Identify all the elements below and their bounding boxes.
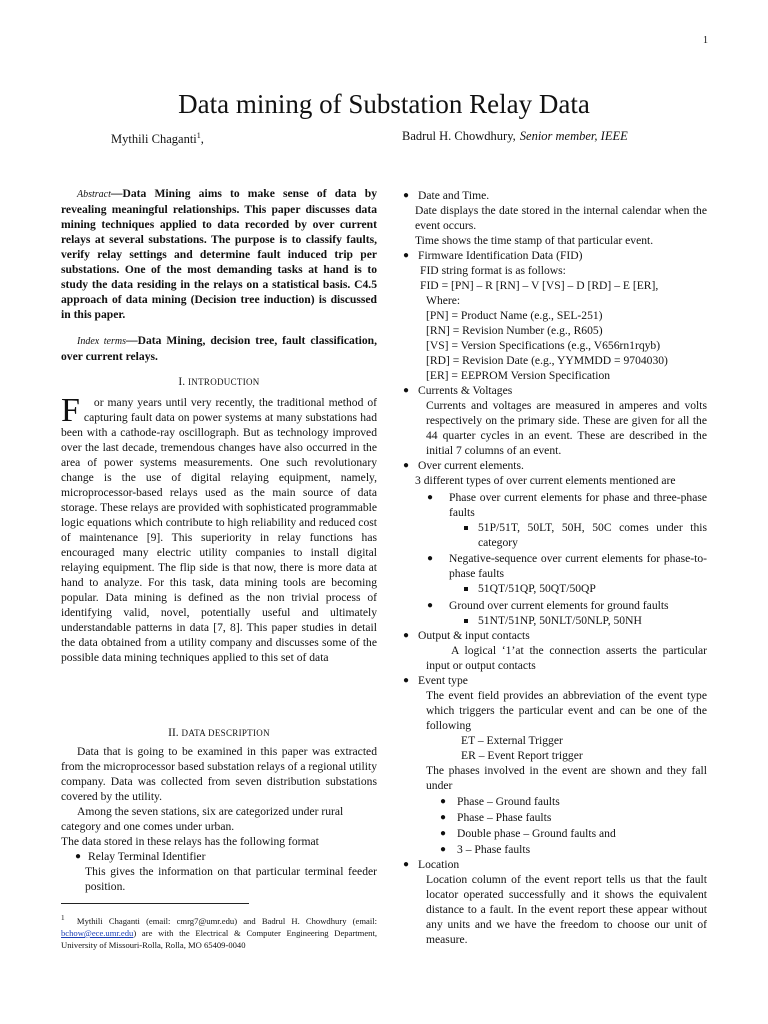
author-1-trail: ,: [200, 132, 204, 147]
section-heading-introduction: [61, 375, 377, 390]
index-terms: [61, 333, 377, 364]
author-2-name: Badrul H. Chowdhury,: [402, 129, 516, 143]
phase-item-1-text: Phase – Ground faults: [457, 795, 560, 808]
relay-terminal-label: Relay Terminal Identifier: [88, 850, 206, 863]
fid-def-vs: [VS] = Version Specifications (e.g., V656rn1rqyb): [426, 339, 661, 352]
author-1-name: Mythili Chaganti: [111, 132, 197, 147]
oc-sub-negative-label: Negative-sequence over current elements for phase-to-phase faults: [449, 552, 707, 580]
footnote-rule: [61, 903, 249, 904]
introduction-text: or many years until very recently, the traditional method of capturing fault data on power systems at many substations had been with a cathode-ray oscillograph. But as technology improved over the last decade, tremendous changes have also occurred in the area of power systems measurements. One such revolutionary change is the use of digital relaying equipment, namely, microprocessor-based relays used as the main source of data storage. These relays are provided with sophisticated programmable logic equations which contribute to high reliability and reduced cost of maintenance [9]. This superiority in relay functions has encouraged many electric utility companies to install digital relaying equipment. The flip side is that now, there is more data at hand to analyze. For this task, data mining tools are becoming popular. Data mining is defined as the non trivial process of identifying valid, novel, potentially useful and ultimately understandable patterns in data [7, 8]. This paper studies in detail the data obtained from a utility company and discusses some of the possible data mining techniques applied to this set of data: [61, 396, 377, 664]
footnote-text-a: Mythili Chaganti (email: cmrg7@umr.edu) and Badrul H. Chowdhury (email:: [76, 915, 377, 926]
list-item-event-type: [402, 673, 707, 688]
fid-item-label: Firmware Identification Data (FID): [418, 249, 583, 262]
relay-terminal-desc: This gives the information on that particular terminal feeder position.: [85, 865, 377, 893]
abstract-text: —Data Mining aims to make sense of data by revealing meaningful relationships. This paper discusses data mining techniques applied to data recorded by over current relays at several substations. The purpose is to classify faults, verify relay settings and determine fault induced trip per substations. One of the most demanding tasks at hand is to study the data residing in the relays on a statistical basis. C4.5 approach of data mining (Decision tree induction) is discussed in this paper.: [61, 187, 377, 321]
list-item-relay-terminal: [61, 849, 377, 864]
dropcap: F: [61, 392, 80, 429]
list-item-date-time: [402, 188, 707, 203]
square-bullet: [464, 619, 468, 623]
fid-where: Where:: [426, 294, 461, 307]
date-paragraph-1: Date displays the date stored in the internal calendar when the event occurs.: [415, 204, 707, 232]
oc-sub-negative: [402, 551, 707, 581]
fid-def-er: [ER] = EEPROM Version Specification: [426, 369, 611, 382]
loc-item-label: Location: [418, 858, 460, 871]
oc-sub-phase-label: Phase over current elements for phase and three-phase faults: [449, 491, 707, 519]
et-code-event-report: ER – Event Report trigger: [461, 749, 583, 762]
bullet-dot: ●: [75, 851, 82, 862]
fid-paragraph-1: FID string format is as follows:: [420, 264, 566, 277]
fid-format: FID = [PN] – R [RN] – V [VS] – D [RD] – E [ER],: [420, 279, 659, 292]
data-paragraph-1: Data that is going to be examined in this paper was extracted from the microprocessor based substation relays of a regional utility company. Data was collected from seven distribution substations covered by the utility.: [61, 745, 377, 803]
bullet-dot: ●: [403, 460, 410, 471]
list-item-currents-voltages: [402, 383, 707, 398]
fid-def-pn: [PN] = Product Name (e.g., SEL-251): [426, 309, 603, 322]
oc-sub-ground-codes: [402, 613, 707, 628]
index-terms-text: —Data Mining, decision tree, fault classification, over current relays.: [61, 334, 377, 363]
phase-item-4-text: 3 – Phase faults: [457, 843, 531, 856]
list-item-over-current: [402, 458, 707, 473]
footnote-text-b: ) are with the Electrical & Computer Engineering Department, University of Missouri-Rolla, Rolla, MO 65409-0040: [61, 927, 377, 950]
cv-text: Currents and voltages are measured in amperes and volts respectively on the primary side. These are given for all the 44 quarter cycles in an event. These are described in the initial 7 columns of an event.: [426, 399, 707, 457]
et-text: The event field provides an abbreviation of the event type which triggers the particular event and can be one of the following: [426, 689, 707, 732]
paper-title: Data mining of Substation Relay Data: [178, 89, 590, 119]
bullet-dot: ●: [403, 190, 410, 201]
right-column: [402, 188, 707, 947]
bullet-dot: ●: [403, 250, 410, 261]
data-heading-num: II.: [168, 727, 179, 739]
bullet-dot: ●: [440, 844, 447, 855]
data-paragraph-2: Among the seven stations, six are categorized under rural category and one comes under urban.: [61, 805, 344, 833]
oc-sub-negative-codes-text: 51QT/51QP, 50QT/50QP: [478, 582, 596, 595]
square-bullet: [464, 587, 468, 591]
date-item-label: Date and Time.: [418, 189, 490, 202]
bullet-dot: ●: [403, 385, 410, 396]
oc-sub-ground: [402, 598, 707, 613]
author-2: [402, 128, 628, 144]
bullet-dot: ●: [403, 675, 410, 686]
section-heading-data-description: [61, 726, 377, 741]
data-description-body: [61, 744, 377, 894]
abstract-label: Abstract: [77, 189, 111, 200]
oc-sub-phase-codes: [402, 520, 707, 550]
intro-heading-num: I.: [178, 376, 186, 388]
bullet-dot: ●: [427, 600, 434, 611]
oi-text: A logical ‘1’at the connection asserts the particular input or output contacts: [426, 644, 707, 672]
oc-item-label: Over current elements.: [418, 459, 524, 472]
oc-sub-negative-codes: [402, 581, 707, 596]
oc-text: 3 different types of over current elements mentioned are: [415, 474, 676, 487]
date-paragraph-2: Time shows the time stamp of that particular event.: [415, 234, 654, 247]
introduction-body: [61, 392, 377, 665]
footnote-email-link[interactable]: bchow@ece.umr.edu: [61, 927, 134, 938]
square-bullet: [464, 526, 468, 530]
oi-item-label: Output & input contacts: [418, 629, 530, 642]
et-item-label: Event type: [418, 674, 468, 687]
abstract: [61, 186, 377, 322]
bullet-dot: ●: [440, 796, 447, 807]
fid-def-rd: [RD] = Revision Date (e.g., YYMMDD = 9704030): [426, 354, 668, 367]
list-item-location: [402, 857, 707, 872]
page-number: 1: [703, 35, 708, 46]
oc-sub-ground-label: Ground over current elements for ground faults: [449, 599, 669, 612]
cv-item-label: Currents & Voltages: [418, 384, 513, 397]
bullet-dot: ●: [403, 859, 410, 870]
fid-def-rn: [RN] = Revision Number (e.g., R605): [426, 324, 603, 337]
author-1-footnote-mark: 1: [196, 131, 201, 140]
phase-item-3-text: Double phase – Ground faults and: [457, 827, 616, 840]
oc-sub-phase-codes-text: 51P/51T, 50LT, 50H, 50C comes under this category: [478, 521, 707, 549]
footnote-mark: 1: [61, 914, 65, 922]
index-terms-label: Index terms: [77, 336, 126, 347]
list-item-output-input: [402, 628, 707, 643]
bullet-dot: ●: [440, 812, 447, 823]
list-item-fid: [402, 248, 707, 263]
author-1: [111, 128, 204, 147]
et-code-external: ET – External Trigger: [461, 734, 563, 747]
phase-item-3: [402, 826, 707, 841]
phase-item-4: [402, 842, 707, 857]
bullet-dot: ●: [440, 828, 447, 839]
bullet-dot: ●: [403, 630, 410, 641]
loc-text: Location column of the event report tells us that the fault locator operated successfully and it shows the equivalent distance to a fault. In the event report these appear without any units and we have the freedom to choose our unit of measure.: [426, 873, 707, 946]
phase-item-1: [402, 794, 707, 809]
phase-item-2: [402, 810, 707, 825]
data-heading-text: DATA DESCRIPTION: [181, 728, 270, 738]
oc-sub-ground-codes-text: 51NT/51NP, 50NLT/50NLP, 50NH: [478, 614, 642, 627]
phase-item-2-text: Phase – Phase faults: [457, 811, 552, 824]
bullet-dot: ●: [427, 553, 434, 564]
author-2-role: Senior member, IEEE: [519, 129, 628, 143]
footnote: [61, 912, 377, 951]
bullet-dot: ●: [427, 492, 434, 503]
oc-sub-phase: [402, 490, 707, 520]
data-paragraph-3: The data stored in these relays has the following format: [61, 835, 319, 848]
phases-text: The phases involved in the event are shown and they fall under: [426, 764, 707, 792]
intro-heading-text: INTRODUCTION: [188, 377, 260, 387]
